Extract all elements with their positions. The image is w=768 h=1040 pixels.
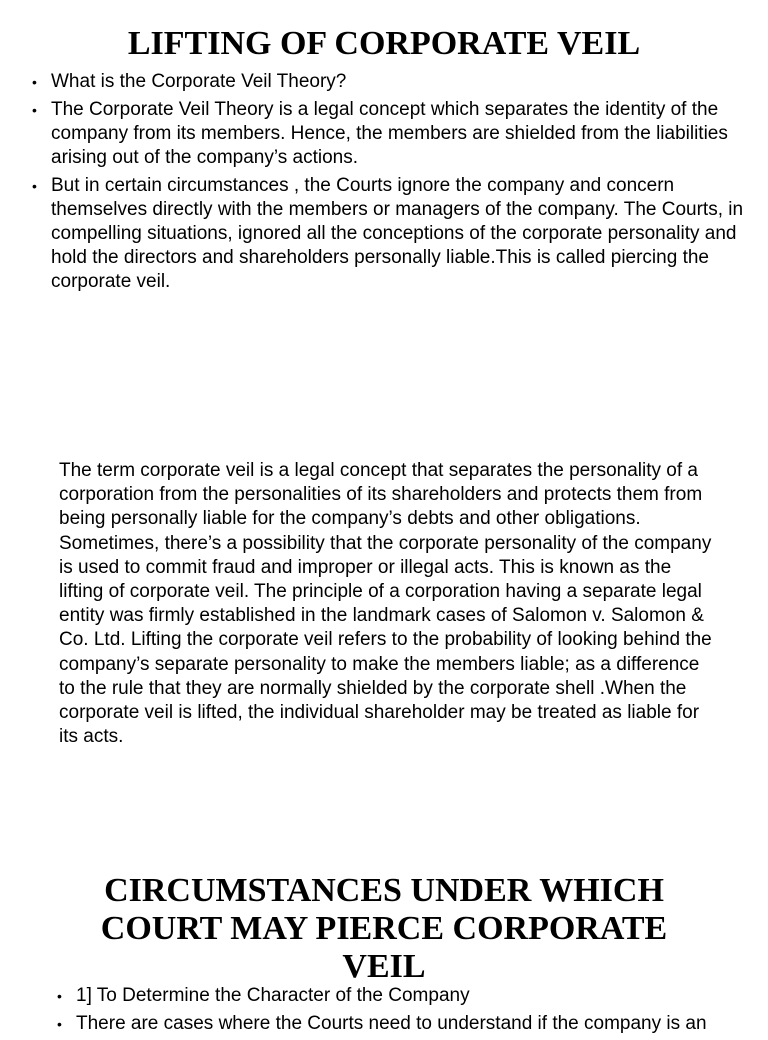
slide-title-lifting-corporate-veil: LIFTING OF CORPORATE VEIL <box>127 25 641 62</box>
bullet-item <box>57 984 747 1008</box>
bullet-text: What is the Corporate Veil Theory? <box>51 71 347 92</box>
title-line: VEIL <box>342 948 426 985</box>
bullet-text: There are cases where the Courts need to understand if the company is an <box>76 1013 707 1034</box>
bullet-text: The Corporate Veil Theory is a legal concept which separates the identity of the company from its members. Hence, the members are shielded from the liabilities arising out of the company’s actions. <box>51 99 728 168</box>
bullet-item <box>57 1012 747 1036</box>
title-line: COURT MAY PIERCE CORPORATE <box>100 910 668 947</box>
bullet-list-circumstances <box>57 984 747 1040</box>
bullet-icon: • <box>57 988 62 1004</box>
bullet-item <box>32 174 744 294</box>
bullet-item <box>32 70 744 94</box>
bullet-list-corporate-veil-theory <box>32 70 744 298</box>
bullet-text: But in certain circumstances , the Courts ignore the company and concern themselves directly with the members or managers of the company. The Courts, in compelling situations, ignored all the conceptions of the corporate personality and hold the directors and shareholders personally liable.This is called piercing the corporate veil. <box>51 175 744 292</box>
bullet-text: 1] To Determine the Character of the Company <box>76 985 470 1006</box>
corporate-veil-paragraph: The term corporate veil is a legal concept that separates the personality of a corporation from the personalities of its shareholders and protects them from being personally liable for the company’s debts and other obligations. Sometimes, there’s a possibility that the corporate personality of the company is used to commit fraud and improper or illegal acts. This is known as the lifting of corporate veil. The principle of a corporation having a separate legal entity was firmly established in the landmark cases of Salomon v. Salomon & Co. Ltd. Lifting the corporate veil refers to the probability of looking behind the company’s separate personality to make the members liable; as a difference to the rule that they are normally shielded by the corporate shell .When the corporate veil is lifted, the individual shareholder may be treated as liable for its acts. <box>59 460 712 748</box>
bullet-icon: • <box>32 178 37 194</box>
bullet-icon: • <box>57 1016 62 1032</box>
bullet-item <box>32 98 744 170</box>
bullet-icon: • <box>32 102 37 118</box>
title-line: CIRCUMSTANCES UNDER WHICH <box>104 872 664 909</box>
slide-title-circumstances <box>0 872 768 986</box>
bullet-icon: • <box>32 74 37 90</box>
